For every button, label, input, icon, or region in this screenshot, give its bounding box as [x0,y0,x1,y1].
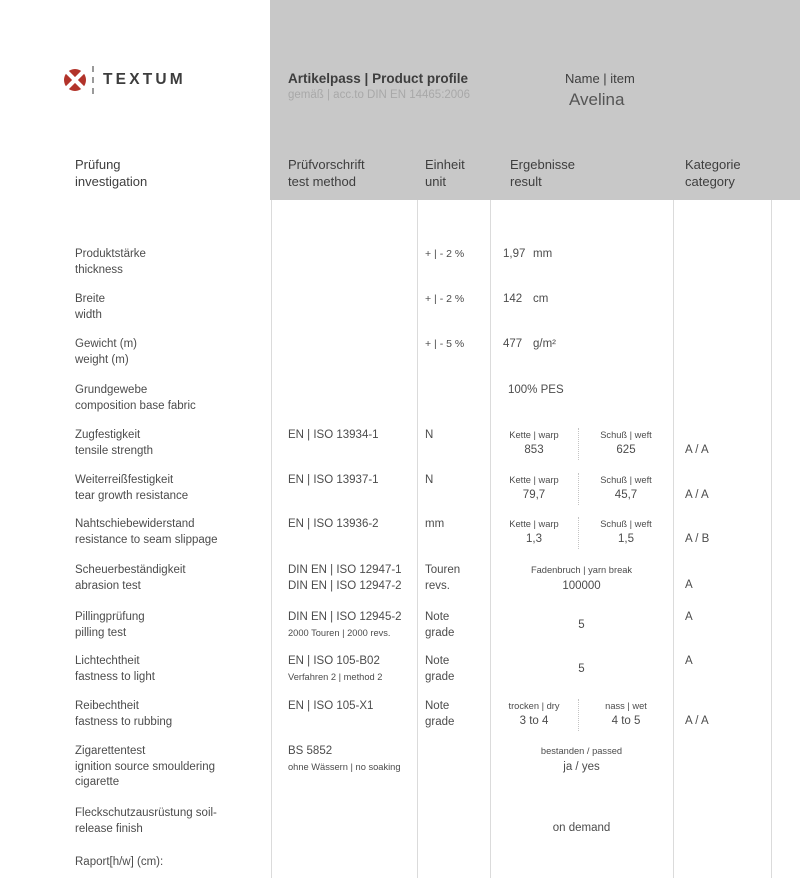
item-name: Avelina [569,90,625,109]
test-method: EN | ISO 13936-2 [288,518,379,530]
result-cell [490,337,673,353]
result-value: 5 [578,663,585,675]
result-cell [490,806,673,837]
result-label: Fadenbruch | yarn break [530,565,633,575]
brand-logo [63,65,186,95]
result-value: 477 [503,338,523,350]
table-row-seam-slippage [0,517,800,563]
unit-line1: Touren [425,564,461,576]
warp-label: Kette | warp [509,519,559,529]
row-label-en: resistance to seam slippage [75,533,218,546]
table-row-pilling [0,610,800,654]
row-label-en: release finish [75,822,143,835]
test-method [271,610,417,639]
warp-value: 853 [524,444,544,456]
warp-result [490,517,578,549]
test-method-note: 2000 Touren | 2000 revs. [288,627,391,638]
unit-line1: Note [425,655,450,667]
test-method-line1: EN | ISO 105-B02 [288,655,380,667]
unit [417,610,490,641]
warp-value: 1,3 [526,533,542,545]
test-method: EN | ISO 13934-1 [288,429,379,441]
row-label [75,699,271,730]
column-header-result [510,157,575,190]
table-row-rapport [0,855,800,878]
row-label-en: ignition source smouldering [75,760,215,773]
column-header-method-de: Prüfvorschrift [288,157,365,172]
column-header-unit [425,157,465,190]
column-header-category-en: category [685,173,735,189]
result-value: 5 [578,619,585,631]
tolerance-value: + | - 2 % [425,293,465,305]
row-label [75,806,271,837]
column-header-investigation [75,157,147,190]
logo-text: TEXTUM [103,71,186,88]
table-row-fastness-light [0,654,800,699]
unit-line1: Note [425,700,450,712]
row-label [75,247,271,278]
test-method-line1: DIN EN | ISO 12945-2 [288,611,402,623]
x-circle-icon [63,68,87,92]
row-label [75,563,271,594]
row-label [75,337,271,368]
column-header-category-de: Kategorie [685,157,741,172]
dry-result [490,699,578,731]
row-label-en: fastness to light [75,670,155,683]
category-value: A / A [685,489,709,501]
column-header-method-en: test method [288,173,356,189]
column-header-investigation-de: Prüfung [75,157,121,172]
category-value: A / A [685,444,709,456]
unit-line2: revs. [425,579,450,592]
warp-value: 79,7 [522,489,546,501]
unit-line2: grade [425,715,455,728]
document-title: Artikelpass | Product profile [288,71,469,86]
row-label-en: abrasion test [75,579,141,592]
result-cell [490,744,673,776]
unit [417,654,490,685]
table-row-cigarette-test [0,744,800,806]
result-value: 142 [503,293,523,305]
document-subtitle: gemäß | acc.to DIN EN 14465:2006 [288,89,470,101]
unit [417,563,490,594]
table-row-soil-release [0,806,800,855]
table-row-tear-growth [0,473,800,517]
warp-label: Kette | warp [509,430,559,440]
row-label-en: thickness [75,263,123,276]
logo-dashed-divider [92,66,94,94]
weft-result [578,473,673,505]
result-cell [490,563,673,595]
result-value: ja / yes [563,761,600,773]
unit-line2: grade [425,670,455,683]
column-header-investigation-en: investigation [75,173,148,189]
row-label-de: Scheuerbeständigkeit [75,564,186,576]
row-label [75,473,271,504]
warp-result [490,473,578,505]
test-method [271,744,417,773]
document-title-block [288,71,470,101]
result-value: 100% PES [508,384,564,396]
result-cell [490,517,673,549]
weft-result [578,517,673,549]
wet-label: nass | wet [605,701,647,711]
test-method-line2: DIN EN | ISO 12947-2 [288,579,402,592]
warp-label: Kette | warp [509,475,559,485]
category-value: A [685,611,693,623]
unit: N [425,474,434,486]
row-label [75,654,271,685]
row-label-de: Grundgewebe [75,384,148,396]
weft-label: Schuß | weft [600,519,652,529]
weft-label: Schuß | weft [600,475,652,485]
test-method-note: Verfahren 2 | method 2 [288,671,383,682]
weft-label: Schuß | weft [600,430,652,440]
row-label-en: tear growth resistance [75,489,189,502]
row-label-en: width [75,308,102,321]
column-header-unit-de: Einheit [425,157,465,172]
row-label-de: Zugfestigkeit [75,429,141,441]
category-value: A / B [685,533,710,545]
unit: N [425,429,434,441]
table-row-width [0,292,800,337]
test-method: EN | ISO 105-X1 [288,700,374,712]
item-name-block [565,71,635,110]
tolerance-value: + | - 5 % [425,338,465,350]
test-method-line1: DIN EN | ISO 12947-1 [288,564,402,576]
row-label [75,855,271,871]
weft-value: 45,7 [614,489,638,501]
unit: mm [425,518,445,530]
result-cell [490,473,673,505]
row-label [75,292,271,323]
row-label-en: pilling test [75,626,127,639]
row-label-en-line2: cigarette [75,776,120,788]
result-value: 1,97 [503,248,526,260]
weft-result [578,428,673,460]
test-method-note: ohne Wässern | no soaking [288,761,401,772]
table-row-base-fabric [0,383,800,428]
result-cell [490,610,673,634]
result-cell [490,428,673,460]
row-label-de: Raport[h/w] (cm): [75,856,164,868]
wet-result [578,699,673,731]
wet-value: 4 to 5 [611,715,641,727]
test-method-line1: BS 5852 [288,745,333,757]
row-label [75,517,271,548]
result-cell [490,292,673,308]
row-label-de: Fleckschutzausrüstung soil- [75,807,217,819]
result-unit: cm [533,293,549,305]
row-label-de: Gewicht (m) [75,338,137,350]
row-label [75,610,271,641]
row-label-de: Lichtechtheit [75,655,140,667]
table-row-tensile-strength [0,428,800,473]
row-label-de: Weiterreißfestigkeit [75,474,174,486]
test-method: EN | ISO 13937-1 [288,474,379,486]
unit [417,699,490,730]
row-label-en: composition base fabric [75,399,196,412]
category-value: A / A [685,715,709,727]
column-header-category [685,157,741,190]
row-label-de: Nahtschiebewiderstand [75,518,195,530]
column-header-result-en: result [510,173,542,189]
result-cell [490,383,673,399]
category-value: A [685,579,693,591]
row-label [75,428,271,459]
table-row-fastness-rubbing [0,699,800,744]
result-unit: g/m² [533,338,556,350]
result-value: 100000 [562,580,601,592]
warp-result [490,428,578,460]
column-header-unit-en: unit [425,173,446,189]
result-cell [490,699,673,731]
table-body [0,200,800,878]
result-cell [490,654,673,678]
dry-value: 3 to 4 [519,715,549,727]
row-label-en: fastness to rubbing [75,715,173,728]
dry-label: trocken | dry [508,701,560,711]
table-row-weight [0,337,800,383]
row-label [75,383,271,414]
category-value: A [685,655,693,667]
row-label-de: Breite [75,293,106,305]
result-value: on demand [552,822,611,834]
test-method [271,654,417,683]
result-cell [490,247,673,263]
row-label-en: weight (m) [75,353,129,366]
result-label: bestanden / passed [540,746,623,756]
test-method [271,563,417,594]
row-label-de: Pillingprüfung [75,611,145,623]
unit-line1: Note [425,611,450,623]
tolerance-value: + | - 2 % [425,248,465,260]
item-name-label: Name | item [565,71,635,86]
row-label-de: Produktstärke [75,248,146,260]
column-header-method [288,157,365,190]
row-label-de: Zigarettentest [75,745,146,757]
row-label-de: Reibechtheit [75,700,139,712]
column-header-result-de: Ergebnisse [510,157,576,172]
row-label-en: tensile strength [75,444,153,457]
weft-value: 625 [616,444,636,456]
table-row-abrasion [0,563,800,610]
row-label [75,744,271,791]
weft-value: 1,5 [618,533,634,545]
result-unit: mm [533,248,553,260]
table-row-thickness [0,247,800,292]
unit-line2: grade [425,626,455,639]
